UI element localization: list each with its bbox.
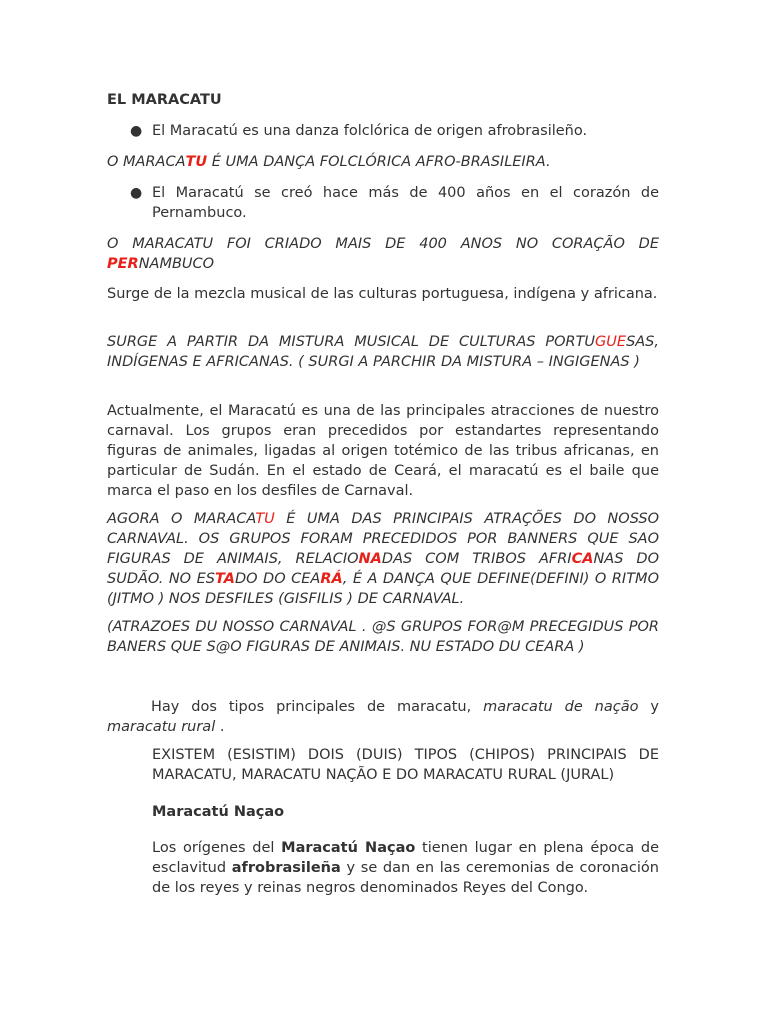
doc-title: EL MARACATU bbox=[107, 92, 222, 108]
translation-4: AGORA O MARACATU É UMA DAS PRINCIPAIS ATRAÇÕES DO NOSSO CARNAVAL. OS GRUPOS FORAM PRECEDIDOS POR BANNERS QUE SAO FIGURAS DE ANIMAIS, RELACIONADAS COM TRIBOS AFRICANAS DO SUDÃO. NO ESTADO DO CEARÁ, É A DANÇA QUE DEFINE(DEFINI) O RITMO (JITMO ) NOS DESFILES (GISFILIS ) DE CARNAVAL. bbox=[107, 511, 659, 607]
paragraph-origin: Surge de la mezcla musical de las culturas portuguesa, indígena y africana. bbox=[107, 286, 658, 302]
translation-1: O MARACATU É UMA DANÇA FOLCLÓRICA AFRO-BRASILEIRA. bbox=[107, 154, 551, 170]
translation-2: O MARACATU FOI CRIADO MAIS DE 400 ANOS NO CORAÇÃO DE PERNAMBUCO bbox=[107, 236, 659, 272]
paragraph-origins: Los orígenes del Maracatú Naçao tienen lugar en plena época de esclavitud afrobrasileña y se dan en las ceremonias de coronación de los reyes y reinas negros denominados Reyes del Congo. bbox=[152, 840, 660, 896]
phonetic-note: (ATRAZOES DU NOSSO CARNAVAL . @S GRUPOS FOR@M PRECEGIDUS POR BANERS QUE S@O FIGURAS DE ANIMAIS. NU ESTADO DU CEARA ) bbox=[107, 619, 659, 655]
bullet-1-marker: ● bbox=[130, 123, 143, 139]
translation-3: SURGE A PARTIR DA MISTURA MUSICAL DE CULTURAS PORTUGUESAS, INDÍGENAS E AFRICANAS. ( SURGI A PARCHIR DA MISTURA – INGIGENAS ) bbox=[107, 334, 659, 370]
bullet-2-text: El Maracatú se creó hace más de 400 años en el corazón de Pernambuco. bbox=[152, 185, 659, 221]
paragraph-types: Hay dos tipos principales de maracatu, maracatu de nação y maracatu rural . bbox=[107, 699, 659, 735]
section-heading: Maracatú Naçao bbox=[152, 804, 285, 820]
paragraph-carnival: Actualmente, el Maracatú es una de las principales atracciones de nuestro carnaval. Los grupos eran precedidos por estandartes representando figuras de animales, ligadas al origen totémico de las tribus africanas, en particular de Sudán. En el estado de Ceará, el maracatú es el baile que marca el paso en los desfiles de Carnaval. bbox=[107, 403, 659, 499]
bullet-1-text: El Maracatú es una danza folclórica de origen afrobrasileño. bbox=[152, 123, 588, 139]
bullet-2-marker: ● bbox=[130, 185, 143, 201]
translation-5: EXISTEM (ESISTIM) DOIS (DUIS) TIPOS (CHIPOS) PRINCIPAIS DE MARACATU, MARACATU NAÇÃO E DO MARACATU RURAL (JURAL) bbox=[152, 747, 659, 783]
